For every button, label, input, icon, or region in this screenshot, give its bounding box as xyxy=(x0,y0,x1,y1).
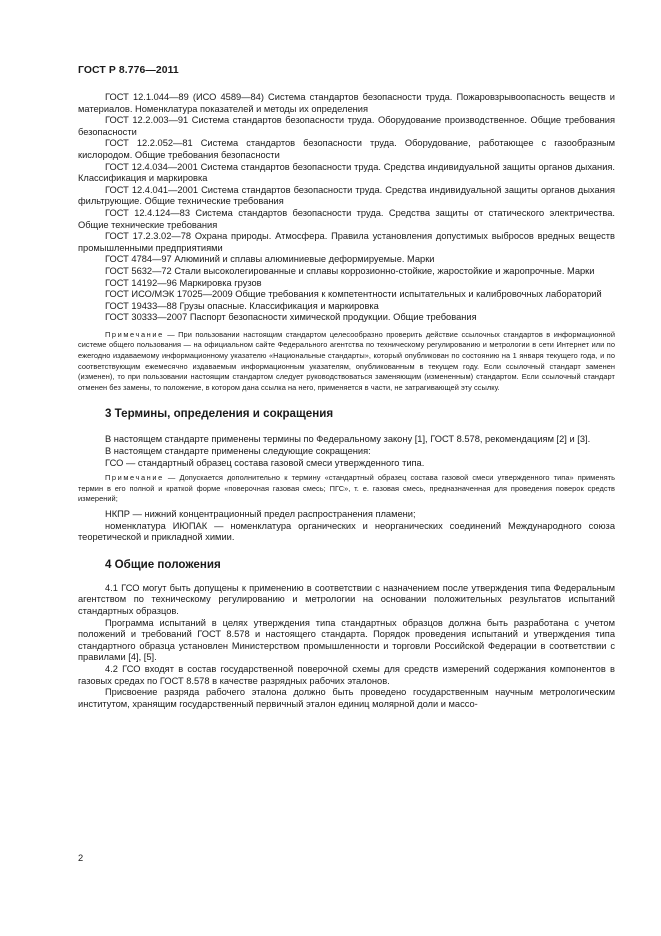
paragraph: ГСО — стандартный образец состава газовой смеси утвержденного типа. xyxy=(105,457,425,468)
document-code-header: ГОСТ Р 8.776—2011 xyxy=(78,65,179,76)
reference-item: ГОСТ 17.2.3.02—78 Охрана природы. Атмосфера. Правила установления допустимых выбросов вредных веществ промышленными предприятиями xyxy=(78,231,615,253)
abbreviation-note xyxy=(78,473,615,505)
paragraph: В настоящем стандарте применены термины по Федеральному закону [1], ГОСТ 8.578, рекомендациям [2] и [3]. xyxy=(105,434,591,445)
reference-item: ГОСТ 12.2.003—91 Система стандартов безопасности труда. Оборудование производственное. Общие требования безопасности xyxy=(78,115,615,137)
reference-item: ГОСТ ИСО/МЭК 17025—2009 Общие требования к компетентности испытательных и калибровочных лабораторий xyxy=(105,289,602,300)
reference-item: ГОСТ 12.4.034—2001 Система стандартов безопасности труда. Средства индивидуальной защиты органов дыхания. Классификация и маркировка xyxy=(78,161,615,184)
reference-item: ГОСТ 5632—72 Стали высоколегированные и сплавы коррозионно-стойкие, жаростойкие и жаропрочные. Марки xyxy=(105,265,595,276)
reference-item: ГОСТ 12.4.124—83 Система стандартов безопасности труда. Средства защиты от статического электричества. Общие технические требования xyxy=(78,207,615,230)
reference-item: ГОСТ 14192—96 Маркировка грузов xyxy=(105,277,262,288)
section-3-title: 3 Термины, определения и сокращения xyxy=(105,407,334,421)
note-label: Примечание xyxy=(105,473,164,483)
reference-item: ГОСТ 12.1.044—89 (ИСО 4589—84) Система стандартов безопасности труда. Пожаровзрывоопасность веществ и материалов. Номенклатура показателей и методы их определения xyxy=(78,92,615,114)
paragraph: Присвоение разряда рабочего эталона должно быть проведено государственным научным метрологическим институтом, хранящим государственный первичный эталон единиц молярной доли и массо- xyxy=(78,687,615,709)
paragraph: номенклатура ИЮПАК — номенклатура органических и неорганических соединений Международного союза теоретической и прикладной химии. xyxy=(78,520,615,543)
paragraph: 4.1 ГСО могут быть допущены к применению в соответствии с назначением после утверждения типа Федеральным агентством по техническому регулированию и метрологии на основании положительных результатов испытаний стандартных образцов. xyxy=(78,582,615,616)
paragraph: Программа испытаний в целях утверждения типа стандартных образцов должна быть разработана с учетом положений и требований ГОСТ 8.578 и настоящего стандарта. Порядок проведения испытаний и утверждения типа стандартного образца установлен Министерством промышленности и торговли Российской Федерации в соответствии с правилами [4], [5]. xyxy=(78,617,615,663)
paragraph: В настоящем стандарте применены следующие сокращения: xyxy=(105,446,371,457)
note-text: — Допускается дополнительно к термину «стандартный образец состава газовой смеси утвержденного типа» применять термин в его полной и краткой форме «поверочная газовая смесь; ПГС», т. е. газовая смесь, предназначенная для проведения поверок средств измерений; xyxy=(78,473,615,504)
references-note xyxy=(78,330,615,394)
reference-item: ГОСТ 30333—2007 Паспорт безопасности химической продукции. Общие требования xyxy=(105,312,477,323)
paragraph: НКПР — нижний концентрационный предел распространения пламени; xyxy=(105,509,416,519)
paragraph: 4.2 ГСО входят в состав государственной поверочной схемы для средств измерений содержания компонентов в газовых средах по ГОСТ 8.578 в качестве разрядных рабочих эталонов. xyxy=(78,663,615,686)
note-text: — При пользовании настоящим стандартом целесообразно проверить действие ссылочных стандартов в информационной системе общего пользования — на официальном сайте Федерального агентства по техническому регулированию и метрологии в сети Интернет или по ежегодно издаваемому информационному указателю «Национальные стандарты», который опубликован по состоянию на 1 января текущего года, и по соответствующим ежемесячно издаваемым информационным указателям, опубликованным в текущем году. Если ссылочный стандарт заменен (изменен), то при пользовании настоящим стандартом следует руководствоваться заменяющим (измененным) стандартом. Если ссылочный стандарт отменен без замены, то положение, в котором дана ссылка на него, применяется в части, не затрагивающей эту ссылку. xyxy=(78,329,615,392)
page-number: 2 xyxy=(78,853,84,863)
reference-item: ГОСТ 12.2.052—81 Система стандартов безопасности труда. Оборудование, работающее с газообразным кислородом. Общие требования безопасности xyxy=(78,138,615,160)
reference-item: ГОСТ 19433—88 Грузы опасные. Классификация и маркировка xyxy=(105,300,379,311)
page-content xyxy=(78,92,615,710)
reference-item: ГОСТ 4784—97 Алюминий и сплавы алюминиевые деформируемые. Марки xyxy=(105,254,435,265)
section-4-title: 4 Общие положения xyxy=(105,557,221,571)
normative-references-list xyxy=(78,92,615,324)
reference-item: ГОСТ 12.4.041—2001 Система стандартов безопасности труда. Средства индивидуальной защиты органов дыхания фильтрующие. Общие технические требования xyxy=(78,184,615,207)
note-label: Примечание xyxy=(105,329,164,339)
